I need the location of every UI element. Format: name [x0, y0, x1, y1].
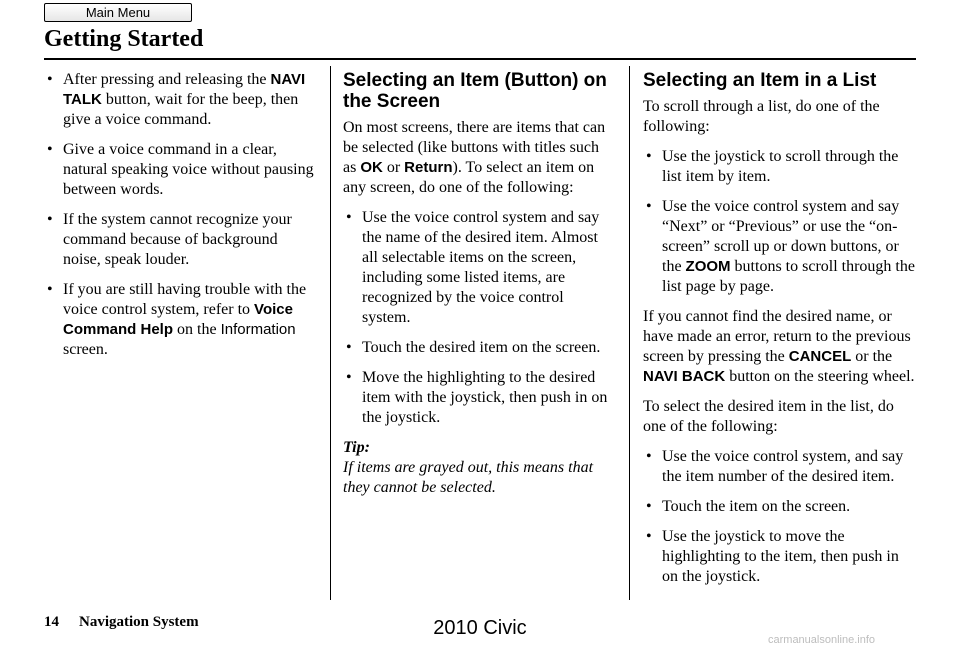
list-item: • If the system cannot recognize your command because of background noise, speak louder. [44, 210, 316, 270]
intro-paragraph: On most screens, there are items that can be selected (like buttons with titles such as OK or Return). To select an item on any screen, do one of the following: [343, 119, 606, 196]
page-title: Getting Started [44, 26, 204, 52]
section-heading-select-button: Selecting an Item (Button) on the Screen [343, 70, 607, 112]
cancel-paragraph: If you cannot find the desired name, or have made an error, return to the previous screen by pressing the CANCEL or the NAVI BACK button on the steering wheel. [643, 308, 915, 385]
scroll-methods-list [643, 147, 918, 297]
list-item: • Use the joystick to move the highlighting to the item, then push in on the joystick. [643, 527, 918, 587]
column-divider-left [330, 66, 331, 600]
list-item: • Use the voice control system, and say the item number of the desired item. [643, 447, 918, 487]
select-methods-list [643, 447, 918, 587]
list-item: • If you are still having trouble with the voice control system, refer to Voice Command Help on the Information screen. [44, 280, 316, 360]
page-number: 14 [44, 614, 59, 630]
intro-paragraph: To scroll through a list, do one of the following: [643, 98, 880, 135]
footer-doc-title: Navigation System [79, 614, 199, 630]
keyword-information: Information [220, 321, 296, 338]
keyword-return: Return [404, 159, 453, 176]
keyword-zoom: ZOOM [685, 258, 731, 275]
main-menu-button[interactable]: Main Menu [44, 3, 192, 22]
list-item: • Touch the item on the screen. [643, 497, 918, 517]
watermark-site: carmanualsonline.info [768, 634, 876, 646]
watermark-model: 2010 Civic [433, 617, 527, 639]
keyword-navi-back: NAVI BACK [643, 368, 726, 385]
section-heading-select-list: Selecting an Item in a List [643, 70, 877, 91]
keyword-cancel: CANCEL [788, 348, 852, 365]
select-button-list [343, 208, 615, 428]
tip-text: If items are grayed out, this means that they cannot be selected. [343, 459, 594, 496]
column-divider-right [629, 66, 630, 600]
tip-label: Tip: [343, 439, 370, 456]
column-select-list [643, 70, 918, 597]
title-divider [44, 58, 916, 60]
voice-tips-list [44, 70, 316, 360]
keyword-voice-command-help: Voice Command Help [63, 301, 293, 338]
select-paragraph: To select the desired item in the list, do one of the following: [643, 398, 894, 435]
column-voice-tips [44, 70, 316, 370]
list-item: • Use the joystick to scroll through the list item by item. [643, 147, 918, 187]
keyword-navi-talk: NAVI TALK [63, 71, 306, 108]
keyword-ok: OK [360, 159, 383, 176]
list-item: • Give a voice command in a clear, natural speaking voice without pausing between words. [44, 140, 316, 200]
list-item: • Move the highlighting to the desired item with the joystick, then push in on the joystick. [343, 368, 615, 428]
list-item: • Use the voice control system and say “Next” or “Previous” or use the “on-screen” scroll up or down buttons, or the ZOOM buttons to scroll through the list page by page. [643, 197, 918, 297]
list-item: • Touch the desired item on the screen. [343, 338, 615, 358]
list-item: • Use the voice control system and say the name of the desired item. Almost all selectable items on the screen, including some listed items, are recognized by the voice control system. [343, 208, 615, 328]
column-select-button [343, 70, 615, 498]
list-item: • After pressing and releasing the NAVI TALK button, wait for the beep, then give a voice command. [44, 70, 316, 130]
